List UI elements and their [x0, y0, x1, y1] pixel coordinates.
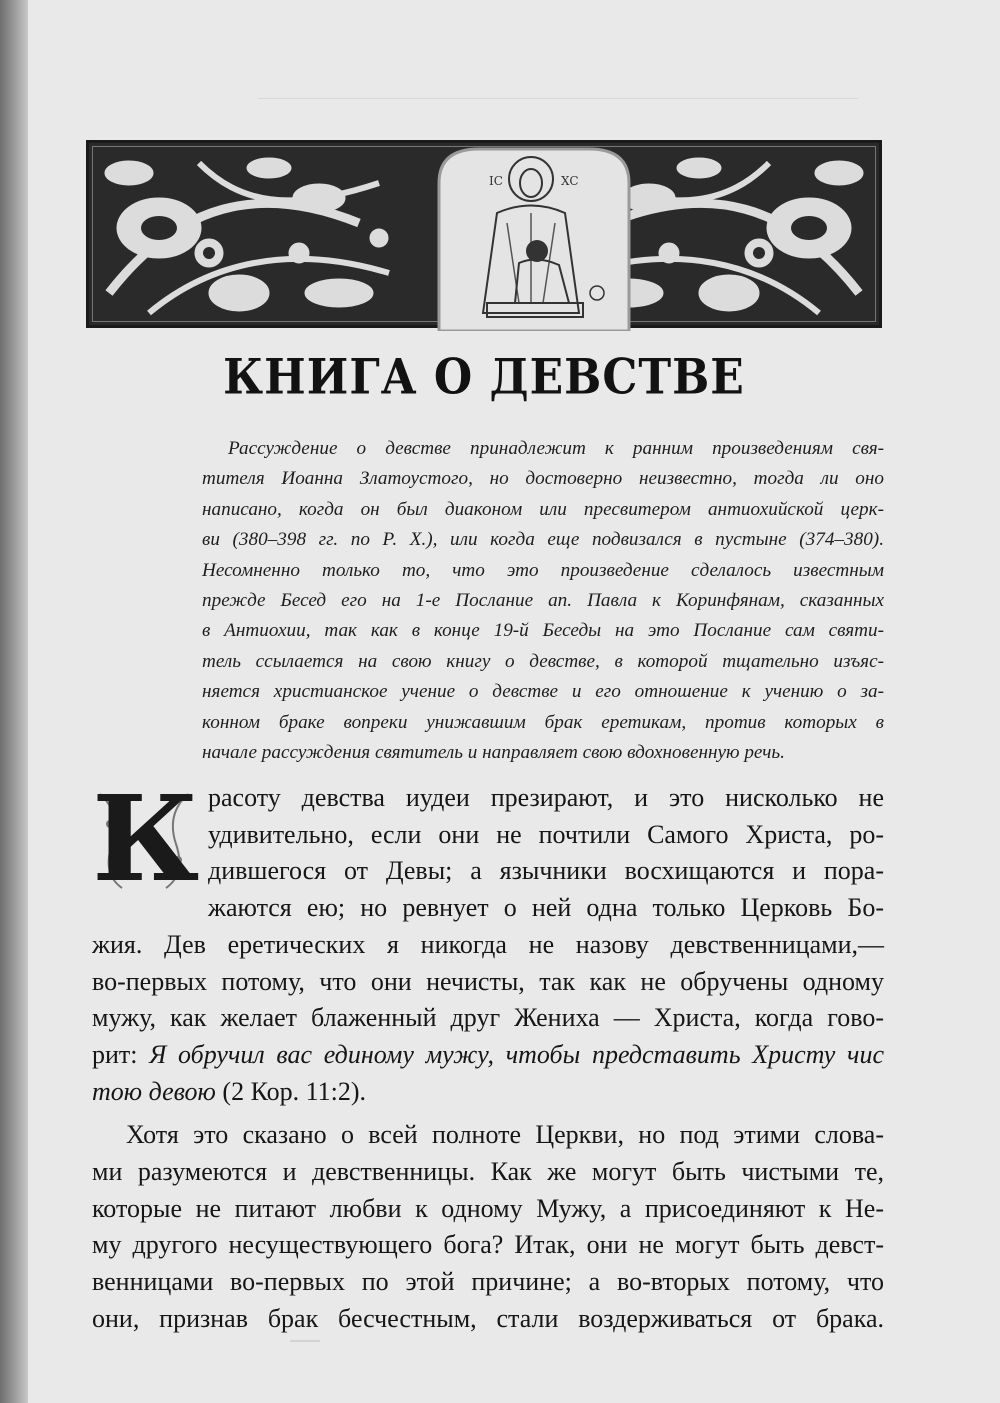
body-line: Хотя это сказано о всей полноте Церкви, но под этими слова-	[126, 1120, 884, 1150]
body-line-quote	[92, 1037, 884, 1074]
scripture-quote-tail: тою девою	[92, 1076, 216, 1106]
body-line: которые не питают любви к одному Мужу, а присоединяют к Не-	[92, 1193, 884, 1223]
christ-with-saint-icon	[419, 143, 649, 331]
preface-line: прежде Бесед его на 1-е Послание ап. Павла к Коринфянам, сказанных	[202, 590, 884, 612]
preface-line: тителя Иоанна Златоустого, но достоверно неизвестно, тогда ли оно	[202, 468, 884, 490]
body-line: ми разумеются и девственницы. Как же могут быть чистыми те,	[92, 1157, 884, 1187]
preface-italic	[202, 434, 884, 768]
body-line: удивительно, если они не почтили Самого Христа, ро-	[208, 819, 884, 849]
svg-text:IC: IC	[489, 174, 503, 188]
scripture-quote: Я обручил вас единому мужу, чтобы представить Христу чис	[149, 1039, 884, 1069]
preface-line: конном браке вопреки унижавшим брак еретикам, против которых в	[202, 711, 884, 733]
preface-line: няется христианское учение о девстве и его отношение к учению о за-	[202, 681, 884, 703]
preface-line: в Антиохии, так как в конце 19-й Беседы на это Послание сам святи-	[202, 620, 884, 642]
chapter-title: КНИГА О ДЕВСТВЕ	[223, 349, 745, 406]
body-line: дившегося от Девы; а язычники восхищаются и пора-	[208, 856, 884, 886]
body-line: мужу, как желает блаженный друг Жениха — Христа, когда гово-	[92, 1003, 884, 1033]
preface-line: Рассуждение о девстве принадлежит к ранним произведениям свя-	[228, 438, 884, 459]
body-text-segment: рит:	[92, 1039, 150, 1069]
preface-line: тель ссылается на свою книгу о девстве, в которой тщательно изъяс-	[202, 650, 884, 672]
running-head-faint	[258, 84, 858, 99]
floral-ornament-banner-icon	[86, 140, 882, 328]
body-line: расоту девства иудеи презирают, и это нисколько не	[208, 783, 884, 812]
body-line: они, признав брак бесчестным, стали воздерживаться от брака.	[92, 1303, 884, 1333]
preface-line: ви (380–398 гг. по Р. Х.), или когда еще подвизался в пустыне (374–380).	[202, 529, 884, 551]
preface-line: Несомненно только то, что это произведение сделалось известным	[202, 559, 884, 581]
preface-line: написано, когда он был диаконом или пресвитером антиохийской церк-	[202, 498, 884, 520]
preface-line: начале рассуждения святитель и направляет свою вдохновенную речь.	[202, 742, 785, 764]
book-page	[28, 0, 1000, 1403]
body-line-quote-end	[92, 1074, 884, 1111]
svg-text:XC: XC	[561, 174, 579, 188]
body-line: жия. Дев еретических я никогда не назову девственницами,—	[92, 929, 884, 959]
scripture-reference: (2 Кор. 11:2).	[215, 1076, 367, 1106]
drop-cap-letter: К	[92, 769, 200, 908]
body-line: му другого несуществующего бога? Итак, они не могут быть девст-	[92, 1230, 884, 1260]
main-body-text	[92, 780, 884, 1338]
body-line: жаются ею; но ревнует о ней одна только Церковь Бо-	[208, 893, 884, 923]
body-line: во-первых потому, что они нечисты, так как не обручены одному	[92, 966, 884, 996]
folio-mark-faint	[290, 1340, 320, 1342]
body-line: венницами во-первых по этой причине; а во-вторых потому, что	[92, 1267, 884, 1297]
